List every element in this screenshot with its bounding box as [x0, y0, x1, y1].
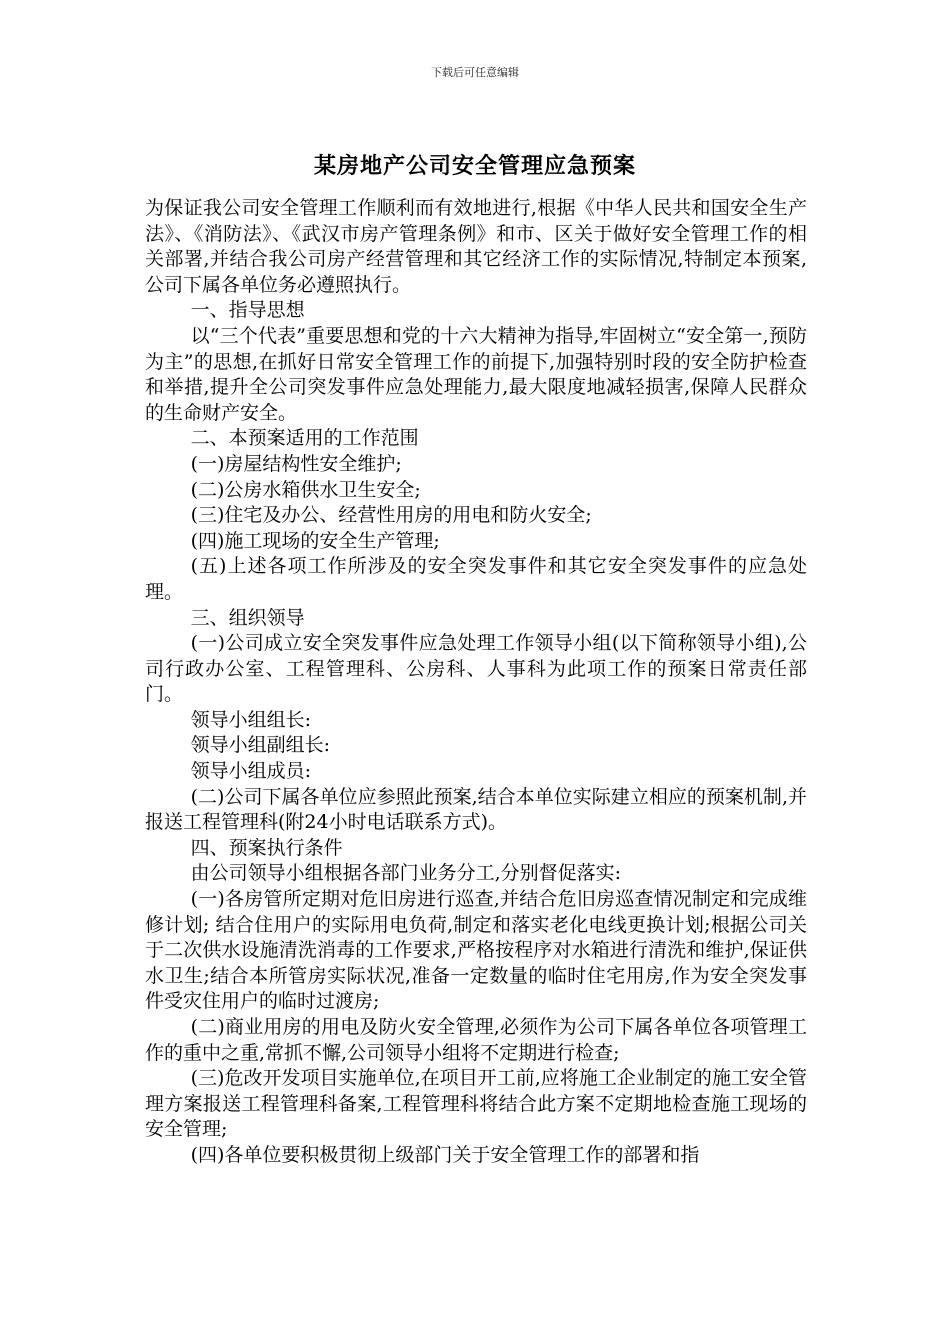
- list-item: (三)住宅及办公、经营性用房的用电和防火安全;: [190, 504, 592, 527]
- paragraph: (二)公司下属各单位应参照此预案,结合本单位实际建立相应的预案机制,并报送工程管理科(附24小时电话联系方式)。: [145, 785, 807, 834]
- list-item: (二)商业用房的用电及防火安全管理,必须作为公司下属各单位各项管理工作的重中之重,常抓不懈,公司领导小组将不定期进行检查;: [145, 1016, 807, 1064]
- leader-line: 领导小组成员:: [190, 760, 311, 783]
- section-heading-4: 四、预案执行条件: [190, 836, 343, 859]
- paragraph-intro: 为保证我公司安全管理工作顺利而有效地进行,根据《中华人民共和国安全生产法》、《消防法》、《武汉市房产管理条例》和市、区关于做好安全管理工作的相关部署,并结合我公司房产经营管理和其它经济工作的实际情况,特制定本预案,公司下属各单位务必遵照执行。: [145, 197, 807, 296]
- section-heading-2: 二、本预案适用的工作范围: [190, 427, 419, 450]
- paragraph: (一)公司成立安全突发事件应急处理工作领导小组(以下简称领导小组),公司行政办公室、工程管理科、公房科、人事科为此项工作的预案日常责任部门。: [145, 632, 807, 706]
- leader-line: 领导小组副组长:: [190, 734, 330, 757]
- document-body: [145, 196, 807, 1169]
- list-item: (四)施工现场的安全生产管理;: [190, 529, 440, 552]
- list-item: (二)公房水箱供水卫生安全;: [190, 478, 421, 501]
- list-item: (四)各单位要积极贯彻上级部门关于安全管理工作的部署和指: [190, 1143, 700, 1166]
- section-heading-1: 一、指导思想: [190, 299, 305, 322]
- paragraph: 由公司领导小组根据各部门业务分工,分别督促落实:: [190, 862, 622, 885]
- paragraph: 以“三个代表”重要思想和党的十六大精神为指导,牢固树立“安全第一,预防为主”的思想,在抓好日常安全管理工作的前提下,加强特别时段的安全防护检查和举措,提升全公司突发事件应急处理能力,最大限度地减轻损害,保障人民群众的生命财产安全。: [145, 324, 807, 424]
- list-item: (五)上述各项工作所涉及的安全突发事件和其它安全突发事件的应急处理。: [145, 555, 807, 603]
- list-item: (一)各房管所定期对危旧房进行巡查,并结合危旧房巡查情况制定和完成维修计划; 结合住用户的实际用电负荷,制定和落实老化电线更换计划;根据公司关于二次供水设施清洗消毒的工作要求,严格按程序对水箱进行清洗和维护,保证供水卫生;结合本所管房实际状况,准备一定数量的临时住宅用房,作为安全突发事件受灾住用户的临时过渡房;: [145, 888, 807, 1013]
- list-item: (三)危改开发项目实施单位,在项目开工前,应将施工企业制定的施工安全管理方案报送工程管理科备案,工程管理科将结合此方案不定期地检查施工现场的安全管理;: [145, 1067, 807, 1141]
- list-item: (一)房屋结构性安全维护;: [190, 452, 402, 475]
- header-note: 下载后可任意编辑: [431, 66, 519, 79]
- leader-line: 领导小组组长:: [190, 708, 311, 731]
- section-heading-3: 三、组织领导: [190, 606, 305, 629]
- document-title: 某房地产公司安全管理应急预案: [313, 154, 636, 179]
